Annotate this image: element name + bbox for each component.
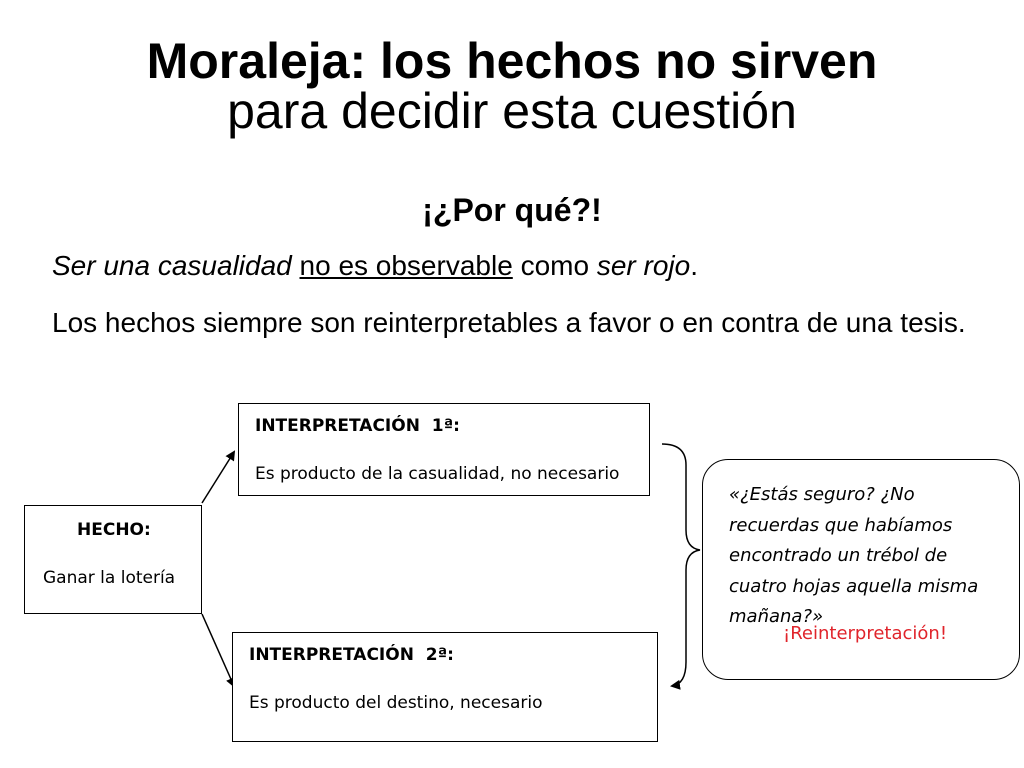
hecho-body: Ganar la lotería: [43, 568, 176, 588]
sentence1-underlined: no es observable: [299, 250, 513, 281]
sentence-reinterpretable: Los hechos siempre son reinterpretables a favor o en contra de una tesis.: [52, 307, 966, 338]
sentence1-italic-2: ser rojo: [596, 250, 691, 281]
sentence1-plain: como: [520, 250, 590, 281]
hecho-head: HECHO:: [77, 520, 151, 540]
interpretation-1-head: INTERPRETACIÓN 1ª:: [255, 416, 460, 436]
arrow-to-interpretation-1: [202, 452, 234, 503]
reinterpretation-callout: [702, 459, 1020, 680]
interpretation-2-box: [232, 632, 658, 742]
arrow-to-interpretation-2: [202, 614, 234, 686]
sentence1-period: .: [690, 250, 698, 281]
sentence1-italic-1: Ser una casualidad: [52, 250, 292, 281]
title-line-1: Moraleja: los hechos no sirven: [146, 33, 878, 89]
question-heading: ¡¿Por qué?!: [422, 192, 602, 228]
interpretation-2-head: INTERPRETACIÓN 2ª:: [249, 645, 454, 665]
callout-reinterpretation: ¡Reinterpretación!: [783, 623, 948, 644]
title-line-2: para decidir esta cuestión: [227, 83, 797, 139]
bracket-connector: [662, 444, 700, 686]
interpretation-1-body: Es producto de la casualidad, no necesario: [255, 464, 620, 484]
interpretation-2-body: Es producto del destino, necesario: [249, 693, 543, 713]
hecho-box: [24, 505, 202, 614]
callout-quote: «¿Estás seguro? ¿No recuerdas que habíamos encontrado un trébol de cuatro hojas aquella misma mañana?»: [729, 484, 979, 627]
interpretation-1-box: [238, 403, 650, 496]
